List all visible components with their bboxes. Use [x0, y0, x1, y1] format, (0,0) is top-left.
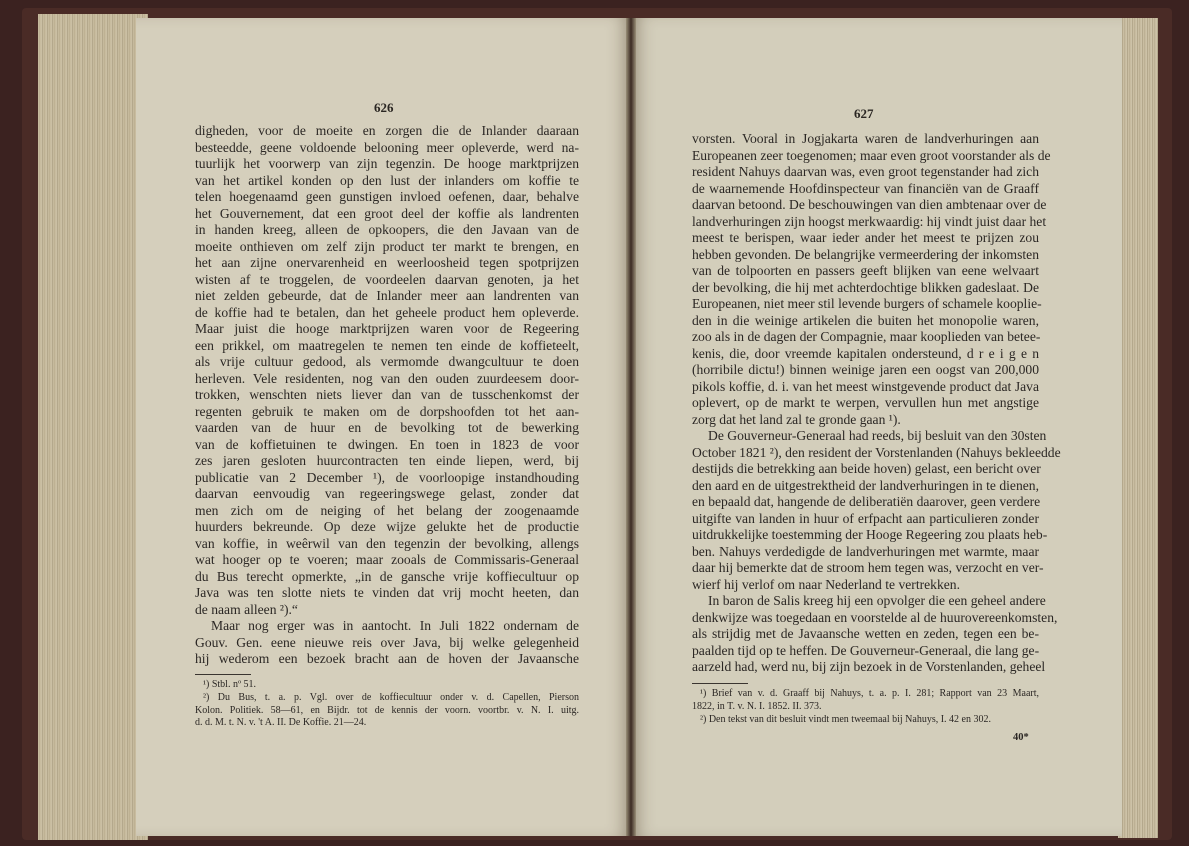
text-line: zoo als in de dagen der Compagnie, maar kooplieden van betee-: [692, 329, 1041, 344]
text-line: uitgifte van landen in huur of erfpacht aan particulieren zonder: [692, 510, 1039, 526]
text-line: van koffie, in weêrwil van den tegenzin der bevolking, allengs: [195, 535, 579, 551]
text-line: Gouv. Gen. eene nieuwe reis over Java, bij welke gelegenheid: [195, 634, 579, 650]
text-line: den aard en de uitgestrektheid der landverhuringen in te dienen,: [692, 477, 1039, 493]
text-line: vaarden van de huur en de bevolking tot de bewerking: [195, 420, 579, 435]
text-line: daarvan betoond. De beschouwingen van dien ambtenaar over de: [692, 197, 1047, 212]
text-line: kenis, die, door vreemde kapitalen ondersteund, d r e i g e n: [692, 345, 1039, 361]
page-edges-left: [38, 14, 148, 840]
text-line: De Gouverneur-Generaal had reeds, bij besluit van den 30sten: [708, 428, 1047, 443]
text-line: in handen kreeg, alleen de opkoopers, die den Javaan van de: [195, 222, 579, 237]
text-line: men zich om de neiging of het belang der zoogenaamde: [195, 502, 579, 518]
footnote-line: d. d. M. t. N. v. 't A. II. De Koffie. 21—24.: [195, 717, 367, 729]
footnote-line: ¹) Stbl. nº 51.: [203, 679, 257, 690]
page-edges-right: [1118, 18, 1158, 838]
text-line: het aan zijne onervarenheid en weerloosheid tegen spotprijzen: [195, 255, 579, 270]
left-footnotes: [195, 679, 579, 730]
text-line: du Bus terecht opmerkte, „in de gansche vrije koffiecultuur op: [195, 568, 579, 584]
footnote-line: ²) Du Bus, t. a. p. Vgl. over de koffiecultuur onder v. d. Capellen, Pierson: [203, 691, 579, 703]
footnote-line: 1822, in T. v. N. I. 1852. II. 373.: [692, 700, 822, 712]
text-line: moeite onthieven om zelf zijn product ter markt te brengen, en: [195, 238, 579, 254]
text-line: Europeanen, niet meer stil levende burgers of schamele kooplie-: [692, 296, 1042, 311]
text-line: digheden, voor de moeite en zorgen die de Inlander daaraan: [195, 123, 579, 138]
text-line: als vrije cultuur gedood, als vermomde dwangcultuur te doen: [195, 354, 579, 369]
text-line: wat hooger op te voeren; maar zooals de Commissaris-Generaal: [195, 552, 579, 567]
text-line: trokken, wenschten niets liever dan van de tusschenkomst der: [195, 387, 579, 402]
text-line: destijds die betrekking aan beide hoven) gelast, een bericht over: [692, 461, 1041, 476]
text-line: October 1821 ²), den resident der Vorstenlanden (Nahuys bekleedde: [692, 444, 1061, 460]
text-line: telen hoegenaamd geen gunstigen invloed oefenen, daar, behalve: [195, 189, 579, 204]
footnote-rule-left: [195, 674, 251, 675]
signature-mark: 40*: [1013, 732, 1029, 743]
text-line: van de koffietuinen te dwingen. En toen in 1823 de voor: [195, 436, 579, 452]
text-line: de naam alleen ²).“: [195, 601, 298, 617]
footnote-line: Kolon. Politiek. 58—61, en Bijdr. tot de kennis der voorn. voortbr. v. N. I. uitg.: [195, 704, 579, 716]
footnote-line: ²) Den tekst van dit besluit vindt men tweemaal bij Nahuys, I. 42 en 302.: [700, 713, 991, 725]
text-line: denkwijze was toegedaan en voorstelde al de huurovereenkomsten,: [692, 609, 1058, 625]
text-line: wierf hij verlof om naar Nederland te vertrekken.: [692, 576, 960, 592]
page-number-left: 626: [374, 100, 394, 115]
text-line: daarvan eenvoudig van regeeringswege gelast, zonder dat: [195, 486, 579, 501]
text-line: het Gouvernement, dat een groot deel der koffie als landrenten: [195, 205, 579, 221]
text-line: een prikkel, om maatregelen te nemen ten einde de koffieteelt,: [195, 337, 579, 353]
text-line: zorg dat het land zal te gronde gaan ¹).: [692, 411, 901, 427]
text-line: niet zelden gebeurde, dat de Inlander meer aan landrenten van: [195, 288, 579, 303]
text-line: Maar nog erger was in aantocht. In Juli 1822 ondernam de: [211, 618, 579, 633]
text-line: landverhuringen zijn hoogst merkwaardig: hij vindt juist daar het: [692, 213, 1047, 229]
text-line: van de tolpoorten en passers geeft blijken van eene welvaart: [692, 263, 1039, 278]
text-line: van het artikel konden op den lust der inlanders om koffie te: [195, 172, 579, 188]
text-line: der bevolking, die hij met achterdochtige blikken gadeslaat. De: [692, 279, 1039, 295]
text-line: hij wederom een bezoek bracht aan de hoven der Javaansche: [195, 651, 579, 666]
text-line: meest te berispen, waar ieder ander het meest te prijzen zou: [692, 230, 1039, 245]
text-line: den in die weinige artikelen die buiten het monopolie waren,: [692, 312, 1039, 328]
footnote-rule-right: [692, 683, 748, 684]
text-line: ben. Nahuys verdedigde de landverhuringen met warmte, maar: [692, 543, 1039, 559]
text-line: (horribile dictu!) binnen weinige jaren een oogst van 200,000: [692, 362, 1039, 377]
text-line: vorsten. Vooral in Jogjakarta waren de landverhuringen aan: [692, 131, 1039, 146]
footnote-line: ¹) Brief van v. d. Graaff bij Nahuys, t. a. p. I. 281; Rapport van 23 Maart,: [700, 688, 1039, 699]
text-line: herleven. Vele residenten, nog van den ouden zuurdeesem door-: [195, 370, 579, 386]
right-footnotes: [692, 688, 1039, 726]
text-line: tuurlijk het voorwerp van zijn tegenzin. De hooge marktprijzen: [195, 156, 579, 171]
text-line: In baron de Salis kreeg hij een opvolger die een geheel andere: [708, 593, 1046, 608]
text-line: aarzeld had, werd nu, bij zijn bezoek in de Vorstenlanden, geheel: [692, 659, 1046, 674]
text-line: publicatie van 2 December ¹), de voorloopige instandhouding: [195, 469, 579, 485]
text-line: daar hij bemerkte dat de stroom hem tegen was, verzocht en ver-: [692, 560, 1044, 575]
text-line: huurders bekreunde. Op deze wijze gelukte het de productie: [195, 519, 579, 534]
text-line: regenten gebruik te maken om de dorpshoofden tot het aan-: [195, 403, 579, 419]
text-line: Java was ten slotte niets te vinden dat vrij mocht heeten, dan: [195, 585, 579, 600]
book-gutter: [626, 18, 636, 836]
text-line: zes jaren gesloten huurcontracten ten einde liepen, werd, bij: [195, 453, 579, 468]
text-line: hebben gevonden. De belangrijke vermeerdering der inkomsten: [692, 246, 1039, 262]
text-line: paalden tijd op te heffen. De Gouverneur-Generaal, die lang ge-: [692, 642, 1040, 658]
text-line: de koffie had te betalen, dan het geheele product hem opleverde.: [195, 304, 579, 320]
text-line: pikols koffie, d. i. van het meest winstgevende product dat Java: [692, 378, 1039, 394]
text-line: resident Nahuys daarvan was, even groot tegenstander had zich: [692, 164, 1039, 179]
text-line: Europeanen zeer toegenomen; maar even groot voorstander als de: [692, 147, 1051, 163]
text-line: wisten af te troggelen, de voordeelen daarvan genoten, ja het: [195, 271, 579, 287]
right-body-text: [692, 131, 1061, 676]
left-body-text: [195, 123, 579, 668]
text-line: besteedde, geene voldoende belooning meer opleverde, werd na-: [195, 139, 579, 155]
text-line: als strijdig met de Javaansche wetten en zeden, tegen een be-: [692, 626, 1039, 641]
text-line: oplevert, op de markt te werpen, vervullen hun met angstige: [692, 395, 1039, 410]
text-line: Maar juist die hooge marktprijzen waren voor de Regeering: [195, 321, 579, 336]
text-line: uitdrukkelijke toestemming der Hooge Regeering zou plaats heb-: [692, 527, 1048, 542]
page-number-right: 627: [854, 106, 874, 121]
text-line: de waarnemende Hoofdinspecteur van financiën van de Graaff: [692, 180, 1039, 196]
text-line: en bepaald dat, hangende de deliberatiën daarover, geen verdere: [692, 494, 1041, 509]
